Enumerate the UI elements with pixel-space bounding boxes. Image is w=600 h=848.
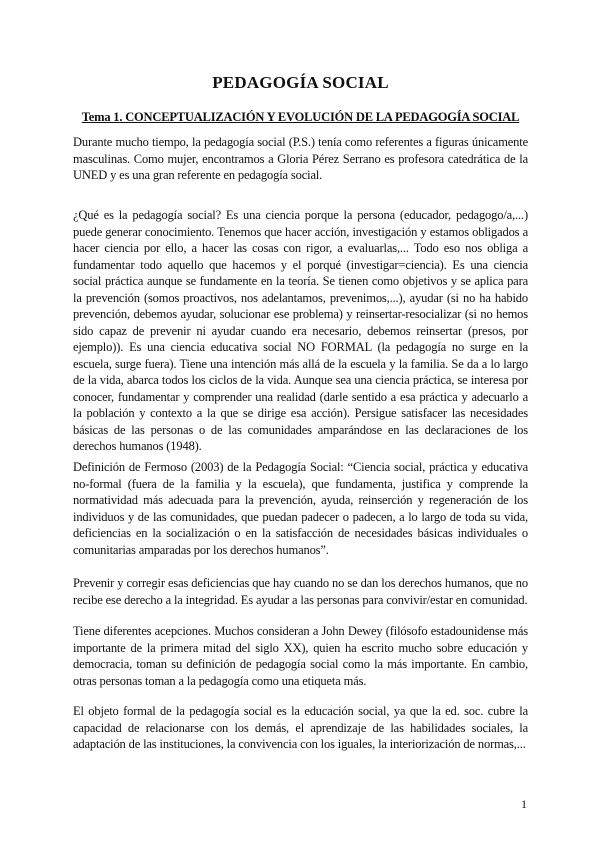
paragraph-intro (73, 134, 528, 184)
paragraph-definition-question (73, 207, 528, 455)
document-title: PEDAGOGÍA SOCIAL (212, 73, 389, 92)
paragraph-text: El objeto formal de la pedagogía social es la educación social, ya que la ed. soc. cubre la capacidad de relacionarse con los demás, el aprendizaje de las habilidades sociales, la adaptación de las instituciones, la convivencia con los iguales, la interiorización de normas,... (73, 704, 528, 751)
paragraph-text: ¿Qué es la pedagogía social? Es una ciencia porque la persona (educador, pedagogo/a,...) puede generar conocimiento. Tenemos que hacer acción, investigación y estamos obligados a hacer ciencia por ello, a hacer las cosas con rigor, a evaluarlas,... Todo eso nos obliga a fundamentar todo aquello que hacemos y el porqué (investigar=ciencia). Es una ciencia social práctica aunque se fundamente en la teoría. Se tienen como objetivos y se aplica para la prevención (somos proactivos, nos adelantamos, prevenimos,...), ayudar (si no ha habido prevención, debemos ayudar, solucionar ese problema) y reinsertar-resocializar (si no hemos sido capaz de prevenir ni ayudar cuando era necesario, debemos reinsertar (presos, por ejemplo)). Es una ciencia educativa social NO FORMAL (la pedagogía no surge en la escuela, surge fuera). Tiene una intención más allá de la escuela y la familia. Se da a lo largo de la vida, abarca todos los ciclos de la vida. Aunque sea una ciencia práctica, se interesa por conocer, fundamentar y comprender una realidad (darle sentido a esa práctica y adecuarlo a la población y contexto a la que se dirige esa acción). Persigue satisfacer las necesidades básicas de las personas o de las comunidades amparándose en las declaraciones de los derechos humanos (1948). (73, 208, 528, 453)
paragraph-fermoso-definition (73, 459, 528, 558)
paragraph-text: Prevenir y corregir esas deficiencias que hay cuando no se dan los derechos humanos, que no recibe ese derecho a la integridad. Es ayudar a las personas para convivir/estar en comunidad. (73, 576, 528, 607)
paragraph-formal-object (73, 703, 528, 753)
paragraph-text: Definición de Fermoso (2003) de la Pedagogía Social: “Ciencia social, práctica y educativa no-formal (fuera de la familia y la escuela), que fundamenta, justifica y comprende la normatividad más adecuada para la prevención, ayuda, reinserción y regeneración de los individuos y de las comunidades, que puedan padecer o padecen, a lo largo de toda su vida, deficiencias en la socialización o en la satisfacción de necesidades básicas individuales o comunitarias amparadas por los derechos humanos”. (73, 460, 528, 557)
paragraph-text: Tiene diferentes acepciones. Muchos consideran a John Dewey (filósofo estadounidense más importante de la primera mitad del siglo XX), quien ha escrito mucho sobre educación y democracia, toman su definición de pedagogía social como la más importante. En cambio, otras personas toman a la pedagogía como una etiqueta más. (73, 624, 528, 688)
page-number: 1 (521, 797, 527, 811)
paragraph-prevent (73, 575, 528, 608)
paragraph-acceptions (73, 623, 528, 689)
paragraph-text: Durante mucho tiempo, la pedagogía social (P.S.) tenía como referentes a figuras únicamente masculinas. Como mujer, encontramos a Gloria Pérez Serrano es profesora catedrática de la UNED y es una gran referente en pedagogía social. (73, 135, 528, 182)
document-subtitle: Tema 1. CONCEPTUALIZACIÓN Y EVOLUCIÓN DE LA PEDAGOGÍA SOCIAL (81, 110, 520, 124)
